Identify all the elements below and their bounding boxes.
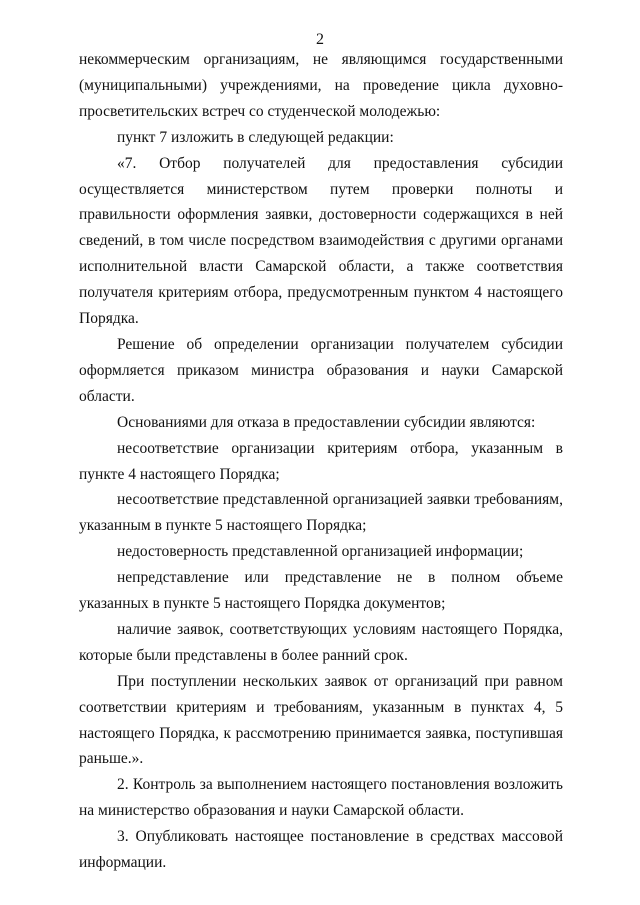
list-item-requirements: несоответствие представленной организацией заявки требованиям, указанным в пункте 5 настоящего Порядка; — [79, 491, 563, 535]
list-item-unreliable-info: недостоверность представленной организацией информации; — [117, 543, 524, 561]
paragraph-decision: Решение об определении организации получателем субсидии оформляется приказом министра образования и науки Самарской области. — [79, 335, 563, 405]
paragraph-item-7: «7. Отбор получателей для предоставления субсидии осуществляется министерством путем проверки полноты и правильности оформления заявки, достоверности содержащихся в ней сведений, в том числе посредством взаимодействия с другими органами исполнительной власти Самарской области, а также соответствия получателя критериям отбора, предусмотренным пунктом 4 настоящего Порядка. — [79, 154, 563, 328]
list-item-documents: непредставление или представление не в полном объеме указанных в пункте 5 настоящего Порядка документов; — [79, 569, 563, 613]
paragraph-multiple-applications: При поступлении нескольких заявок от организаций при равном соответствии критериям и требованиям, указанным в пунктах 4, 5 настоящего Порядка, к рассмотрению принимается заявка, поступившая раньше.». — [79, 672, 563, 768]
document-body — [79, 47, 563, 876]
page-number: 2 — [316, 31, 324, 48]
list-item-criteria: несоответствие организации критериям отбора, указанным в пункте 4 настоящего Порядка; — [79, 439, 563, 483]
paragraph-section-3: 3. Опубликовать настоящее постановление в средствах массовой информации. — [79, 828, 563, 872]
paragraph-section-2: 2. Контроль за выполнением настоящего постановления возложить на министерство образования и науки Самарской области. — [79, 776, 563, 820]
list-item-earlier-applications: наличие заявок, соответствующих условиям настоящего Порядка, которые были представлены в более ранний срок. — [79, 620, 563, 664]
paragraph-amendment-intro: пункт 7 изложить в следующей редакции: — [117, 128, 394, 146]
paragraph-refusal-grounds: Основаниями для отказа в предоставлении субсидии являются: — [117, 413, 536, 431]
paragraph-intro: некоммерческим организациям, не являющимся государственными (муниципальными) учреждениями, на проведение цикла духовно-просветительских встреч со студенческой молодежью: — [79, 51, 563, 120]
